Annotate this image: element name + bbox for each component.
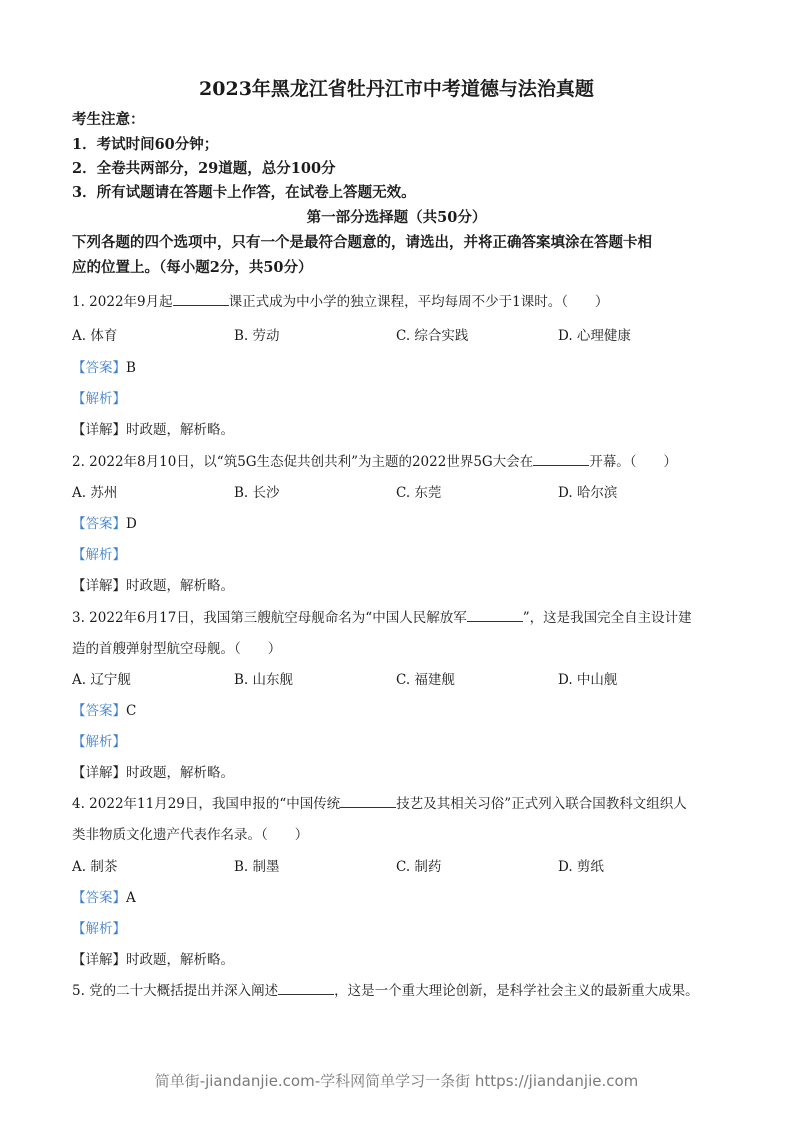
detail-label: 【详解】 — [72, 422, 126, 438]
question-5-stem — [72, 979, 699, 999]
question-3-option-c: C. 福建舰 — [396, 672, 455, 688]
footer-watermark: 简单街-jiandanjie.com-学科网简单学习一条街 https://jiandanjie.com — [154, 1072, 639, 1090]
question-3-stem — [72, 606, 692, 626]
question-3-answer — [72, 699, 136, 719]
question-1-option-a: A. 体育 — [72, 328, 118, 344]
detail-text: 时政题，解析略。 — [126, 765, 234, 781]
question-1-stem — [72, 290, 608, 310]
detail-text: 时政题，解析略。 — [126, 952, 234, 968]
question-1-option-c: C. 综合实践 — [396, 328, 469, 344]
section-instructions-line-2: 应的位置上。（每小题2分，共50分） — [72, 259, 313, 276]
question-2-option-d: D. 哈尔滨 — [558, 485, 618, 501]
question-1-option-d: D. 心理健康 — [558, 328, 631, 344]
detail-label: 【详解】 — [72, 765, 126, 781]
notice-heading: 考生注意： — [72, 111, 145, 128]
answer-value: B — [126, 360, 136, 376]
question-4-option-c: C. 制药 — [396, 859, 442, 875]
question-2-stem-post: 开幕。（ ） — [589, 454, 677, 470]
question-2-analysis-label: 【解析】 — [72, 547, 126, 563]
question-4-analysis-label: 【解析】 — [72, 921, 126, 937]
question-2-option-a: A. 苏州 — [72, 485, 118, 501]
question-1-analysis-label: 【解析】 — [72, 391, 126, 407]
detail-text: 时政题，解析略。 — [126, 578, 234, 594]
question-2-detail — [72, 574, 234, 594]
question-2-option-c: C. 东莞 — [396, 485, 442, 501]
detail-label: 【详解】 — [72, 952, 126, 968]
question-5-stem-post: ，这是一个重大理论创新，是科学社会主义的最新重大成果。 — [334, 983, 699, 999]
notice-item-2: 2．全卷共两部分，29道题，总分100分 — [72, 160, 336, 177]
question-4-stem-post: 技艺及其相关习俗”正式列入联合国教科文组织人 — [396, 796, 687, 812]
question-1-stem-post: 课正式成为中小学的独立课程，平均每周不少于1课时。（ ） — [228, 294, 609, 310]
answer-value: D — [126, 516, 137, 532]
question-3-option-a: A. 辽宁舰 — [72, 672, 131, 688]
question-1-option-b: B. 劳动 — [234, 328, 280, 344]
answer-label: 【答案】 — [72, 360, 126, 376]
question-1-detail — [72, 418, 234, 438]
question-3-stem-post: ”，这是我国完全自主设计建 — [522, 610, 692, 626]
question-3-stem-line-2: 造的首艘弹射型航空母舰。（ ） — [72, 641, 282, 657]
notice-item-1: 1．考试时间60分钟； — [72, 136, 219, 153]
question-4-stem-pre: 4. 2022年11月29日，我国申报的“中国传统 — [72, 796, 341, 812]
question-1-stem-pre: 1. 2022年9月起 — [72, 294, 173, 310]
section-title: 第一部分选择题（共50分） — [306, 209, 487, 226]
question-4-option-d: D. 剪纸 — [558, 859, 604, 875]
question-3-analysis-label: 【解析】 — [72, 734, 126, 750]
page-title: 2023年黑龙江省牡丹江市中考道德与法治真题 — [199, 78, 594, 100]
detail-text: 时政题，解析略。 — [126, 422, 234, 438]
question-2-stem — [72, 450, 677, 470]
question-5-stem-pre: 5. 党的二十大概括提出并深入阐述 — [72, 983, 279, 999]
answer-value: C — [126, 703, 137, 719]
answer-blank — [173, 293, 229, 306]
question-3-detail — [72, 761, 234, 781]
question-2-stem-pre: 2. 2022年8月10日，以“筑5G生态促共创共利”为主题的2022世界5G大会在 — [72, 454, 534, 470]
answer-value: A — [126, 890, 136, 906]
question-4-option-b: B. 制墨 — [234, 859, 280, 875]
notice-item-3: 3．所有试题请在答题卡上作答，在试卷上答题无效。 — [72, 184, 416, 201]
question-2-answer — [72, 512, 137, 532]
answer-blank — [533, 453, 589, 466]
question-4-stem — [72, 792, 687, 812]
question-3-stem-pre: 3. 2022年6月17日，我国第三艘航空母舰命名为“中国人民解放军 — [72, 610, 467, 626]
question-4-stem-line-2: 类非物质文化遗产代表作名录。（ ） — [72, 827, 309, 843]
question-3-option-b: B. 山东舰 — [234, 672, 294, 688]
question-1-answer — [72, 356, 136, 376]
answer-label: 【答案】 — [72, 516, 126, 532]
answer-blank — [340, 795, 396, 808]
answer-blank — [278, 982, 334, 995]
detail-label: 【详解】 — [72, 578, 126, 594]
section-instructions-line-1: 下列各题的四个选项中，只有一个是最符合题意的，请选出，并将正确答案填涂在答题卡相 — [72, 234, 652, 251]
question-2-option-b: B. 长沙 — [234, 485, 280, 501]
question-4-answer — [72, 886, 136, 906]
question-4-option-a: A. 制茶 — [72, 859, 118, 875]
answer-label: 【答案】 — [72, 703, 126, 719]
question-3-option-d: D. 中山舰 — [558, 672, 618, 688]
question-4-detail — [72, 948, 234, 968]
answer-label: 【答案】 — [72, 890, 126, 906]
answer-blank — [467, 609, 523, 622]
